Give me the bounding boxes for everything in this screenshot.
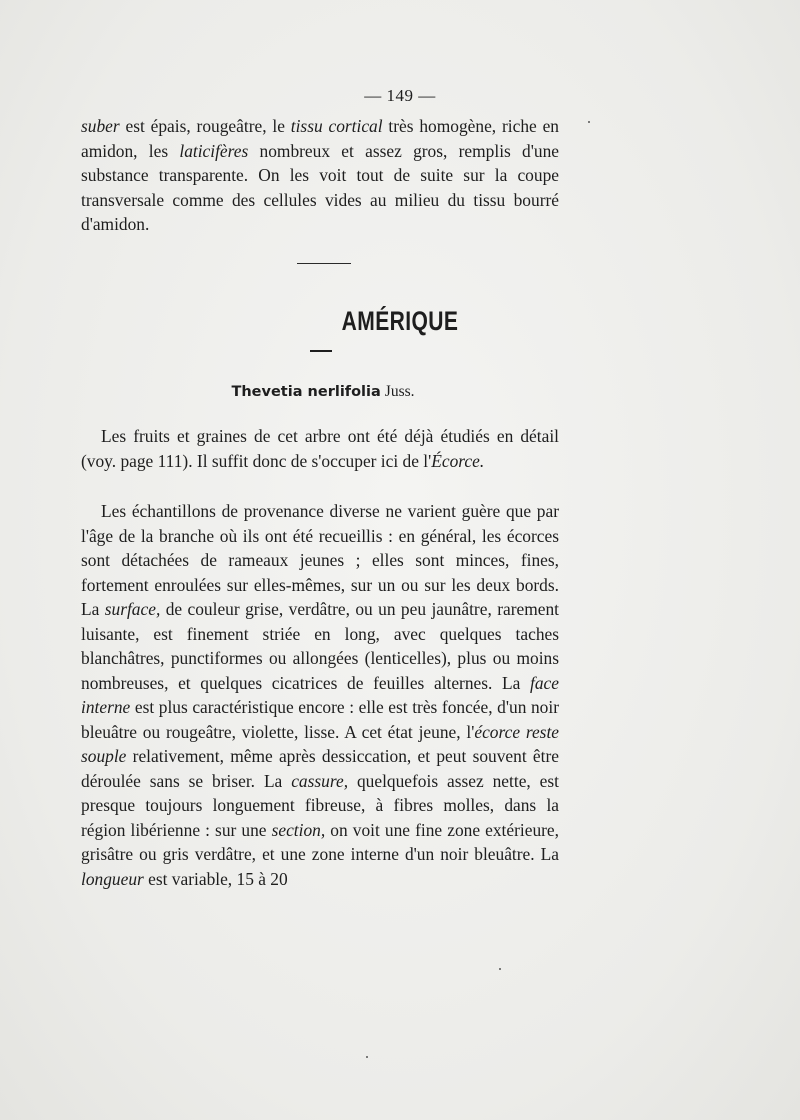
species-author: Juss. bbox=[384, 383, 415, 400]
italic-term: écorce reste souple bbox=[81, 721, 559, 766]
page-number: — 149 — bbox=[364, 86, 436, 105]
fruits-paragraph-block bbox=[81, 424, 559, 473]
italic-term: face interne bbox=[81, 672, 559, 717]
paper-speck bbox=[499, 968, 501, 970]
italic-term: tissu cortical bbox=[290, 116, 383, 136]
species-heading bbox=[0, 383, 646, 401]
text-run: Les échantillons de provenance diverse ne varient guère que par l'âge de la branche où ils ont été recueillis : en général, les écorces sont détachées de rameaux jeunes ; elles sont minces, fines, fortement enroulées sur elles-mêmes, sur un ou sur les deux bords. La bbox=[81, 501, 559, 619]
paper-speck bbox=[366, 1056, 368, 1058]
text-run: est épais, rougeâtre, le bbox=[119, 116, 291, 136]
italic-term: longueur bbox=[81, 868, 144, 889]
text-run: est plus caractéristique encore : elle est très foncée, d'un noir bleuâtre ou rougeâtre, violette, lisse. A cet état jeune, l' bbox=[81, 697, 559, 742]
text-run: de couleur grise, verdâtre, ou un peu jaunâtre, rarement luisante, est finement striée en long, avec quelques taches blanchâtres, punctiformes ou allongées (lenticelles), plus ou moins nombreuses, et quelques cicatrices de feuilles alternes. La bbox=[81, 599, 559, 693]
section-title-underline bbox=[310, 350, 332, 352]
intro-paragraph bbox=[81, 114, 559, 237]
text-run: relativement, même après dessiccation, et peut souvent être déroulée sans se briser. La bbox=[81, 746, 559, 791]
intro-paragraph-block bbox=[81, 114, 559, 237]
text-run: très homogène, riche en amidon, les bbox=[81, 116, 559, 161]
echantillons-paragraph-block bbox=[81, 499, 559, 891]
italic-term: surface, bbox=[104, 599, 161, 619]
text-run: nombreux et assez gros, remplis d'une substance transparente. On les voit tout de suite sur la coupe transversale comme des cellules vides au milieu du tissu bourré d'amidon. bbox=[81, 140, 559, 234]
section-title: AMÉRIQUE bbox=[341, 306, 459, 336]
italic-term: section, bbox=[271, 819, 326, 840]
section-separator-rule bbox=[297, 263, 351, 264]
text-run: Les fruits et graines de cet arbre ont été déjà étudiés en détail (voy. page 111). Il suffit donc de s'occuper ici de l' bbox=[81, 426, 559, 471]
italic-term: cassure, bbox=[291, 770, 349, 791]
italic-term: Écorce. bbox=[431, 450, 485, 471]
text-run: est variable, 15 à 20 bbox=[143, 868, 288, 889]
paper-speck bbox=[588, 121, 590, 123]
italic-term: laticifères bbox=[179, 140, 249, 161]
text-run: on voit une fine zone extérieure, grisâtre ou gris verdâtre, et une zone interne d'un noir bleuâtre. La bbox=[81, 819, 559, 864]
italic-term: suber bbox=[81, 116, 120, 136]
fruits-paragraph bbox=[81, 424, 559, 473]
echantillons-paragraph bbox=[81, 499, 559, 891]
text-run: quelquefois assez nette, est presque toujours longuement fibreuse, à fibres molles, dans la région libérienne : sur une bbox=[81, 770, 559, 840]
species-name: Thevetia nerlifolia bbox=[231, 384, 381, 400]
